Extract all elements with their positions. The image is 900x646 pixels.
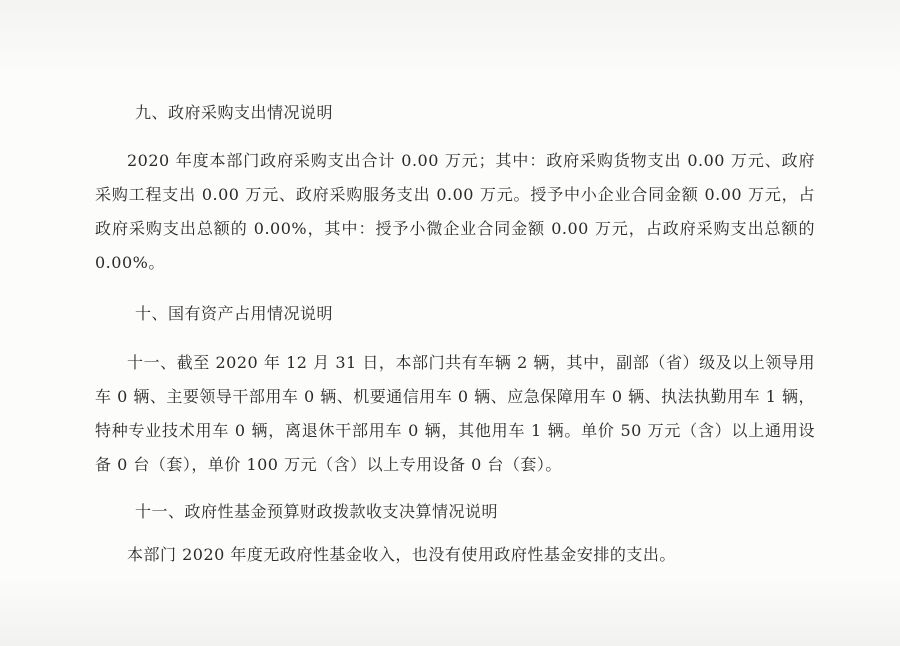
document-body	[95, 93, 815, 572]
paragraph-state-assets: 十一、截至 2020 年 12 月 31 日，本部门共有车辆 2 辆，其中，副部（省）级及以上领导用车 0 辆、主要领导干部用车 0 辆、机要通信用车 0 辆、应急保障用车 0 辆、执法执勤用车 1 辆，特种专业技术用车 0 辆，离退休干部用车 0 辆，其他用车 1 辆。单价 50 万元（含）以上通用设备 0 台（套），单价 100 万元（含）以上专用设备 0 台（套）。	[95, 353, 815, 474]
scan-shading-bottom	[0, 576, 900, 646]
paragraph-government-fund-budget: 本部门 2020 年度无政府性基金收入，也没有使用政府性基金安排的支出。	[127, 545, 676, 564]
heading-government-procurement: 九、政府采购支出情况说明	[135, 103, 334, 122]
scan-shading-top	[0, 0, 900, 80]
heading-government-fund-budget: 十一、政府性基金预算财政拨款收支决算情况说明	[135, 502, 499, 521]
heading-state-assets: 十、国有资产占用情况说明	[135, 304, 334, 323]
paragraph-government-procurement: 2020 年度本部门政府采购支出合计 0.00 万元；其中：政府采购货物支出 0.00 万元、政府采购工程支出 0.00 万元、政府采购服务支出 0.00 万元。授予中小企业合同金额 0.00 万元，占政府采购支出总额的 0.00%，其中：授予小微企业合同金额 0.00 万元，占政府采购支出总额的 0.00%。	[95, 151, 815, 272]
